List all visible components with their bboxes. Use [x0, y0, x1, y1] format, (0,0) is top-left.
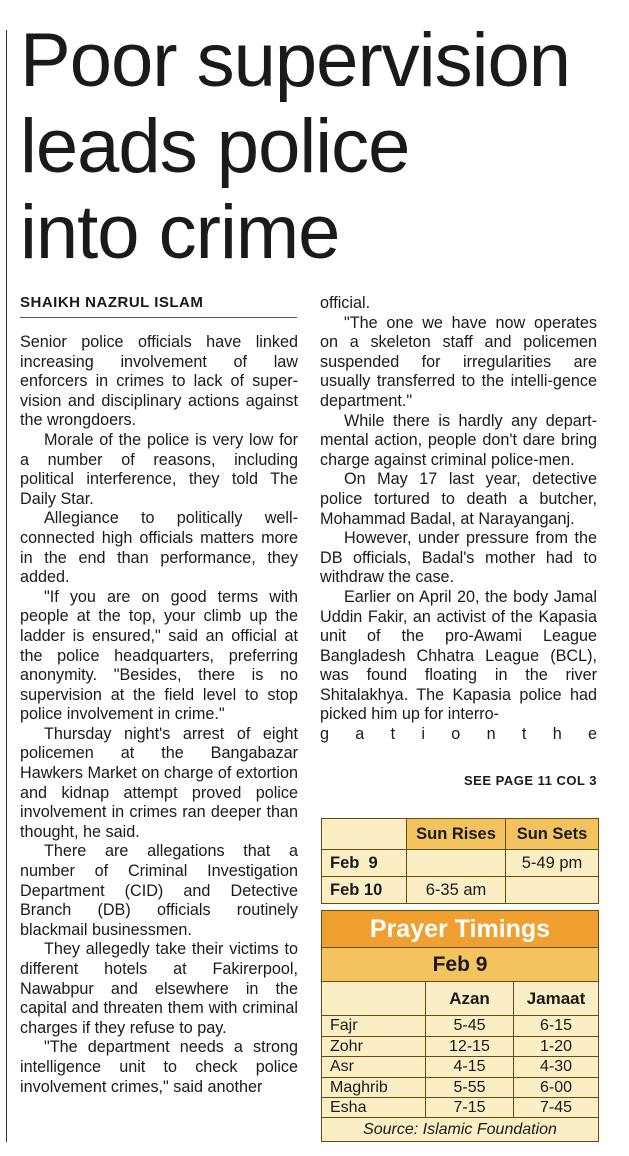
header-blank — [322, 982, 426, 1016]
jamaat-time: 6-15 — [539, 1017, 573, 1034]
paragraph: Senior police officials have linked increasing involvement of law enforcers in crimes to lack of super-vision and disciplinary actions against the wrongdoers. — [20, 333, 298, 430]
azan-time: 12-15 — [426, 1037, 514, 1057]
sun-table-header — [322, 819, 598, 849]
prayer-rows — [322, 1015, 598, 1118]
azan-time: 7-15 — [426, 1098, 514, 1118]
header-azan: Azan — [426, 982, 514, 1016]
paragraph: However, under pressure from the DB officials, Badal's mother had to withdraw the case. — [320, 529, 597, 587]
article-column-1 — [20, 333, 298, 1097]
paragraph: On May 17 last year, detective police tortured to death a butcher, Mohammad Badal, at Narayanganj. — [320, 470, 597, 528]
table-row — [322, 1036, 598, 1057]
date-cell: Feb 9 — [322, 850, 407, 877]
sun-rises-cell — [407, 850, 506, 877]
azan-time: 4-15 — [426, 1057, 514, 1077]
table-row — [322, 876, 598, 904]
paragraph: "The department needs a strong intelligence unit to check police involvement crimes," said another — [20, 1038, 298, 1096]
sun-times-table — [321, 818, 599, 904]
table-row — [322, 1097, 598, 1118]
azan-time: 5-45 — [426, 1016, 514, 1036]
prayer-name: Zohr — [322, 1037, 426, 1057]
prayer-date: Feb 9 — [322, 947, 598, 982]
paragraph: Morale of the police is very low for a number of reasons, including political interference, they told The Daily Star. — [20, 430, 298, 508]
paragraph-continuation: g a t i o n t h e — [320, 725, 597, 744]
continuation-link[interactable]: SEE PAGE 11 COL 3 — [463, 773, 597, 788]
prayer-table-header — [322, 981, 598, 1016]
article-column-2 — [320, 294, 597, 745]
jamaat-time: 4-30 — [539, 1058, 573, 1075]
paragraph: While there is hardly any depart-mental action, people don't dare bring charge against criminal police-men. — [320, 411, 597, 469]
table-row — [322, 1056, 598, 1077]
prayer-name: Maghrib — [322, 1078, 426, 1098]
paragraph: Earlier on April 20, the body Jamal Uddin Fakir, an activist of the Kapasia unit of the pro-Awami League Bangladesh Chhatra League (BCL), was found floating in the river Shitalakhya. The Kapasia police had picked him up for interro- — [320, 587, 597, 724]
header-jamaat: Jamaat — [526, 989, 586, 1008]
paragraph: official. — [320, 294, 371, 312]
headline — [20, 18, 620, 276]
azan-time: 5-55 — [426, 1078, 514, 1098]
prayer-title: Prayer Timings — [322, 911, 598, 947]
jamaat-time: 1-20 — [539, 1037, 573, 1055]
headline-line-3: into crime — [20, 190, 340, 275]
byline-rule — [20, 317, 297, 318]
column-rule — [6, 30, 7, 1142]
prayer-source: Source: Islamic Foundation — [322, 1117, 598, 1142]
jamaat-time: 7-45 — [539, 1099, 573, 1116]
table-row — [322, 849, 598, 877]
byline: SHAIKH NAZRUL ISLAM — [20, 294, 204, 311]
sun-sets-cell: 5-49 pm — [521, 854, 583, 872]
paragraph: "The one we have now operates on a skeleton staff and policemen suspended for irregularities are usually transferred to the intelli-gence department." — [320, 313, 597, 410]
sun-sets-cell — [506, 877, 598, 904]
paragraph: There are allegations that a number of Criminal Investigation Department (CID) and Detective Branch (DB) officials routinely blackmail businessmen. — [20, 842, 298, 939]
sun-rises-cell: 6-35 am — [407, 877, 506, 904]
prayer-name: Fajr — [322, 1016, 426, 1036]
header-blank — [322, 819, 407, 849]
prayer-timings-table — [321, 910, 599, 1142]
headline-line-1: Poor supervision — [20, 18, 571, 103]
table-row — [322, 1015, 598, 1036]
date-cell: Feb 10 — [322, 877, 407, 904]
prayer-name: Asr — [322, 1057, 426, 1077]
paragraph: "If you are on good terms with people at the top, your climb up the ladder is ensured," said an official at the police headquarters, preferring anonymity. "Besides, there is no supervision at the field level to stop police involvement in crime." — [20, 587, 298, 724]
jamaat-time: 6-00 — [539, 1078, 573, 1096]
header-sun-sets: Sun Sets — [506, 819, 598, 849]
paragraph: They allegedly take their victims to different hotels at Fakirerpool, Nawabpur and elsewhere in the capital and threaten them with criminal charges if they refuse to pay. — [20, 940, 298, 1037]
prayer-name: Esha — [322, 1098, 426, 1118]
header-sun-rises: Sun Rises — [407, 819, 506, 849]
paragraph: Thursday night's arrest of eight policemen at the Bangabazar Hawkers Market on charge of extortion and kidnap attempt proved police involvement in crimes ran deeper than thought, he said. — [20, 724, 299, 841]
table-row — [322, 1077, 598, 1098]
headline-line-2: leads police — [20, 104, 410, 189]
paragraph: Allegiance to politically well-connected high officials matters more in the end than performance, they added. — [20, 509, 298, 587]
